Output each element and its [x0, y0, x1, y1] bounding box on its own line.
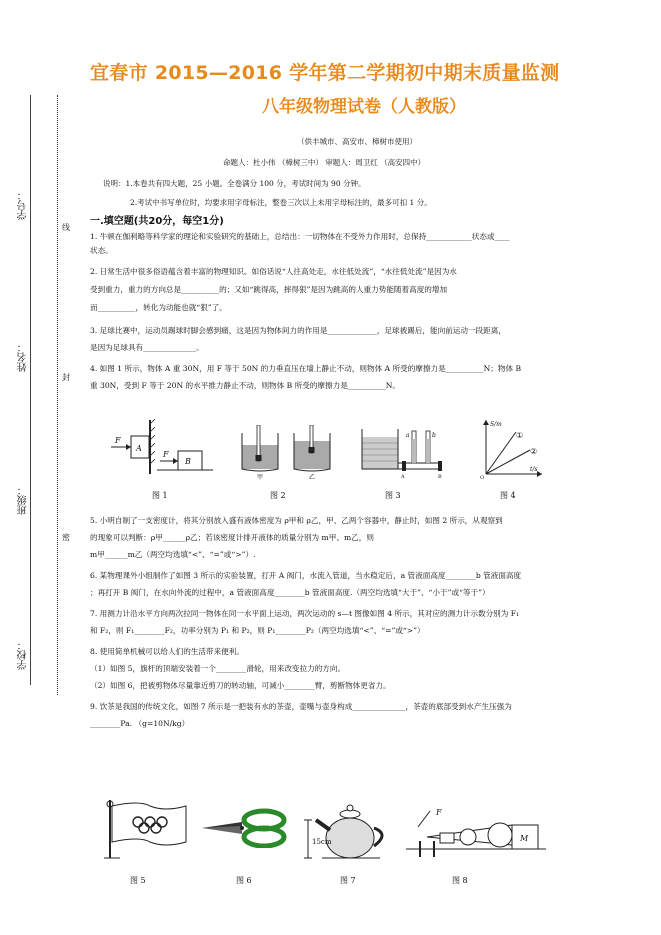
question-line: （1）如图 5，旗杆的顶端安装着一个________滑轮，用来改变拉力的方向。	[90, 664, 346, 673]
figure-label: 乙	[309, 474, 316, 480]
figure-label: F	[115, 436, 121, 445]
question-7	[90, 605, 650, 639]
figure-1-caption: 图 1	[152, 491, 168, 500]
figure-6-caption: 图 6	[236, 876, 252, 885]
figure-2-diagram	[238, 425, 338, 480]
figure-3-diagram	[358, 425, 448, 480]
seal-line-mark: 线	[62, 223, 70, 232]
usage-note: （供丰城市、高安市、樟树市使用）	[297, 137, 417, 146]
class-label: 班级：	[18, 485, 29, 515]
figure-label: O	[480, 475, 485, 480]
figure-label: M	[520, 834, 529, 843]
question-line: ________Pa. （g=10N/kg）	[90, 719, 190, 728]
figure-label: 15cm	[312, 838, 332, 846]
figure-label: 甲	[257, 474, 264, 480]
figure-5-caption: 图 5	[130, 876, 146, 885]
question-line: 7. 用测力计沿水平方向两次拉同一物体在同一水平面上运动，两次运动的 s—t 图像如图 4 所示，其对应的测力计示数分别为 F₁	[90, 609, 520, 618]
figure-2-caption: 图 2	[270, 491, 286, 500]
figure-7-caption: 图 7	[340, 876, 356, 885]
instructions-line-2: 2.考试中书写单位时，均要求用字母标注，整卷三次以上未用字母标注的，最多可扣 1 分。	[130, 198, 432, 207]
question-1	[90, 230, 650, 258]
axis-label: S/m	[490, 421, 502, 428]
question-line: 的现象可以判断：ρ甲______ρ乙；若该密度计排开液体的质量分别为 m甲、m乙，则	[90, 533, 374, 542]
figure-label: A	[401, 474, 405, 480]
figure-4-caption: 图 4	[500, 491, 516, 500]
question-line: 状态。	[90, 246, 113, 255]
figure-8-pulley	[400, 805, 550, 860]
question-2	[90, 263, 650, 317]
question-line: 2. 日常生活中很多俗语蕴含着丰富的物理知识。如俗话说“人往高处走，水往低处流”，“水往低处流”是因为水	[90, 267, 457, 276]
exam-subtitle: 八年级物理试卷（人教版）	[262, 97, 466, 117]
question-3	[90, 322, 650, 356]
question-line: 1. 牛顿在伽利略等科学家的理论和实验研究的基础上，总结出：一切物体在不受外力作用时，总保持____________状态或____	[90, 232, 510, 241]
figure-label: F	[163, 450, 169, 459]
figure-label: A	[136, 444, 142, 453]
figure-4-diagram	[476, 416, 546, 480]
question-line: 6. 某物理课外小组制作了如图 3 所示的实验装置，打开 A 阀门，水流入管道，当水稳定后，a 管液面高度________b 管液面高度	[90, 571, 522, 580]
question-line: m甲______m乙（两空均选填“<”、“=”或“>”）.	[90, 550, 256, 559]
question-line: 4. 如图 1 所示，物体 A 重 30N，用 F 等于 50N 的力垂直压在墙上静止不动，则物体 A 所受的摩擦力是__________N；物体 B	[90, 364, 522, 373]
figure-7-teapot	[300, 800, 395, 862]
figure-1-diagram	[105, 418, 215, 476]
figure-8-caption: 图 8	[452, 876, 468, 885]
figure-label: ①	[516, 431, 524, 440]
question-line: 3. 足球比赛中，运动员踢球时脚会感到痛，这是因为物体间力的作用是_____________，足球被踢后，能向前运动一段距离，	[90, 326, 506, 335]
axis-label: t/s	[530, 466, 538, 473]
section-heading: 一.填空题(共20分，每空1分)	[90, 216, 224, 227]
question-line: 8. 使用简单机械可以给人们的生活带来便利。	[90, 647, 244, 656]
question-list-bottom	[90, 512, 650, 732]
figure-5-flag	[100, 798, 190, 860]
question-9	[90, 698, 650, 732]
question-line: 和 F₂，则 F₁________F₂，功率分别为 P₁ 和 P₂，则 P₁________P₂（两空均选填“<”、“=”或“>”）	[90, 626, 425, 635]
figure-label: ②	[530, 447, 538, 456]
figure-label: B	[185, 457, 191, 466]
figure-6-scissors	[198, 808, 288, 848]
question-line: 而__________，转化为动能也就“狠”了。	[90, 303, 227, 312]
question-line: ；再打开 B 阀门，在水向外流的过程中，a 管液面高度________b 管液面高度.（两空均选填“大于”、“小于”或“等于”）	[90, 588, 490, 597]
question-line: （2）如图 6，把被剪物体尽量靠近剪刀的转动轴，可减小________臂，剪断物体更省力。	[90, 681, 391, 690]
question-line: 5. 小明自制了一支密度计，将其分别放入盛有液体密度为 ρ甲和 ρ乙，甲、乙两个容器中，静止时，如图 2 所示，从观察到	[90, 516, 503, 525]
figure-label: b	[432, 432, 436, 439]
question-6	[90, 567, 650, 601]
binding-dotted-line	[57, 95, 58, 695]
question-4	[90, 360, 650, 394]
question-line: 9. 饮茶是我国的传统文化，如图 7 所示是一把装有水的茶壶，壶嘴与壶身构成______________，茶壶的底部受到水产生压强为	[90, 702, 512, 711]
question-8	[90, 643, 650, 694]
question-line: 受到重力，重力的方向总是__________的；又如“跳得高，摔得狠”是因为跳高的人重力势能随着高度的增加	[90, 285, 448, 294]
question-line: 是因为足球具有______________。	[90, 343, 204, 352]
school-label: 学校：	[18, 640, 29, 670]
exam-title: 宜春市 2015—2016 学年第二学期初中期末质量监测	[90, 62, 560, 84]
question-list-top	[90, 230, 650, 394]
student-number-label: 学号：	[18, 190, 29, 220]
figure-label: B	[438, 474, 442, 480]
figure-3-caption: 图 3	[385, 491, 401, 500]
instructions-line-1: 说明：1.本卷共有四大题，25 小题。全卷满分 100 分，考试时间为 90 分钟。	[103, 179, 366, 188]
authors-line: 命题人：杜小伟 （樟树三中） 审题人：周卫红 （高安四中）	[223, 158, 426, 167]
seal-seal-mark: 封	[62, 373, 70, 382]
seal-secret-mark: 密	[62, 533, 70, 542]
question-line: 重 30N，受到 F 等于 20N 的水平推力静止不动，则物体 B 所受的摩擦力是__________N。	[90, 381, 401, 390]
figure-label: a	[406, 432, 410, 439]
binding-solid-line	[30, 95, 31, 685]
figure-label: F	[436, 808, 442, 817]
question-5	[90, 512, 650, 563]
name-label: 姓名：	[18, 342, 29, 372]
